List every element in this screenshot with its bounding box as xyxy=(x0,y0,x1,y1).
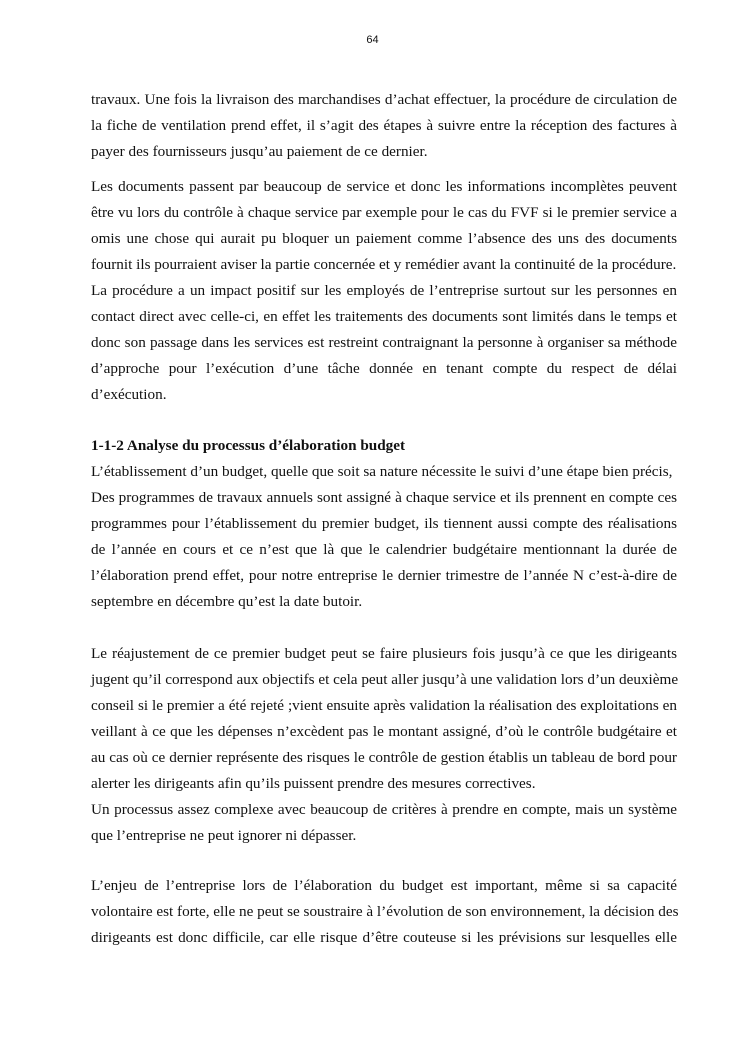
text-line: L’établissement d’un budget, quelle que soit sa nature nécessite le suivi d’une étape bien précis, xyxy=(91,463,673,480)
text-line: l’élaboration prend effet, pour notre entreprise le dernier trimestre de l’année N c’est-à-dire de xyxy=(91,567,677,584)
text-line: jugent qu’il correspond aux objectifs et cela peut aller jusqu’à une validation lors d’un deuxième xyxy=(91,671,679,688)
text-line: d’approche pour l’exécution d’une tâche donnée en tenant compte du respect de délai xyxy=(91,360,677,377)
text-line: donc son passage dans les services est restreint contraignant la personne à organiser sa méthode xyxy=(91,334,677,351)
text-line: Les documents passent par beaucoup de service et donc les informations incomplètes peuvent xyxy=(91,178,677,195)
page-number: 64 xyxy=(366,34,379,46)
text-line: conseil si le premier a été rejeté ;vient ensuite après validation la réalisation des exploitations en xyxy=(91,697,677,714)
paragraph-reajustement-budget xyxy=(91,641,677,849)
text-line: L’enjeu de l’entreprise lors de l’élaboration du budget est important, même si sa capacité xyxy=(91,877,677,894)
text-line: Un processus assez complexe avec beaucoup de critères à prendre en compte, mais un système xyxy=(91,801,677,818)
paragraph-documents-services xyxy=(91,174,677,408)
section-analyse-budget xyxy=(91,433,677,615)
text-line: volontaire est forte, elle ne peut se soustraire à l’évolution de son environnement, la décision des xyxy=(91,903,679,920)
paragraph-reception-factures xyxy=(91,87,677,165)
text-line: que l’entreprise ne peut ignorer ni dépasser. xyxy=(91,827,357,844)
text-line: veillant à ce que les dépenses n’excèdent pas le montant assigné, d’où le contrôle budgétaire et xyxy=(91,723,677,740)
text-line: payer des fournisseurs jusqu’au paiement de ce dernier. xyxy=(91,143,428,160)
paragraph-enjeu-entreprise xyxy=(91,873,677,951)
text-line: programmes pour l’établissement du premier budget, ils tiennent aussi compte des réalisations xyxy=(91,515,677,532)
text-line: travaux. Une fois la livraison des marchandises d’achat effectuer, la procédure de circulation de xyxy=(91,91,677,108)
text-line: la fiche de ventilation prend effet, il s’agit des étapes à suivre entre la réception des factures à xyxy=(91,117,677,134)
text-line: de l’année en cours et ce n’est que là que le calendrier budgétaire mentionnant la durée de xyxy=(91,541,677,558)
text-line: dirigeants est donc difficile, car elle risque d’être couteuse si les prévisions sur lesquelles elle xyxy=(91,929,677,946)
section-heading: 1-1-2 Analyse du processus d’élaboration budget xyxy=(91,437,406,454)
text-line: omis une chose qui aurait pu bloquer un paiement comme l’absence des uns des documents xyxy=(91,230,677,247)
text-line: Le réajustement de ce premier budget peut se faire plusieurs fois jusqu’à ce que les dirigeants xyxy=(91,645,677,662)
text-line: La procédure a un impact positif sur les employés de l’entreprise surtout sur les personnes en xyxy=(91,282,677,299)
text-line: Des programmes de travaux annuels sont assigné à chaque service et ils prennent en compte ces xyxy=(91,489,677,506)
text-line: alerter les dirigeants afin qu’ils puissent prendre des mesures correctives. xyxy=(91,775,536,792)
text-line: être vu lors du contrôle à chaque service par exemple pour le cas du FVF si le premier service a xyxy=(91,204,677,221)
text-line: septembre en décembre qu’est la date butoir. xyxy=(91,593,363,610)
text-line: d’exécution. xyxy=(91,386,167,403)
text-line: contact direct avec celle-ci, en effet les traitements des documents sont limités dans le temps et xyxy=(91,308,677,325)
text-line: au cas où ce dernier représente des risques le contrôle de gestion établis un tableau de bord pour xyxy=(91,749,677,766)
text-line: fournit ils pourraient aviser la partie concernée et y remédier avant la continuité de la procédure. xyxy=(91,256,677,273)
